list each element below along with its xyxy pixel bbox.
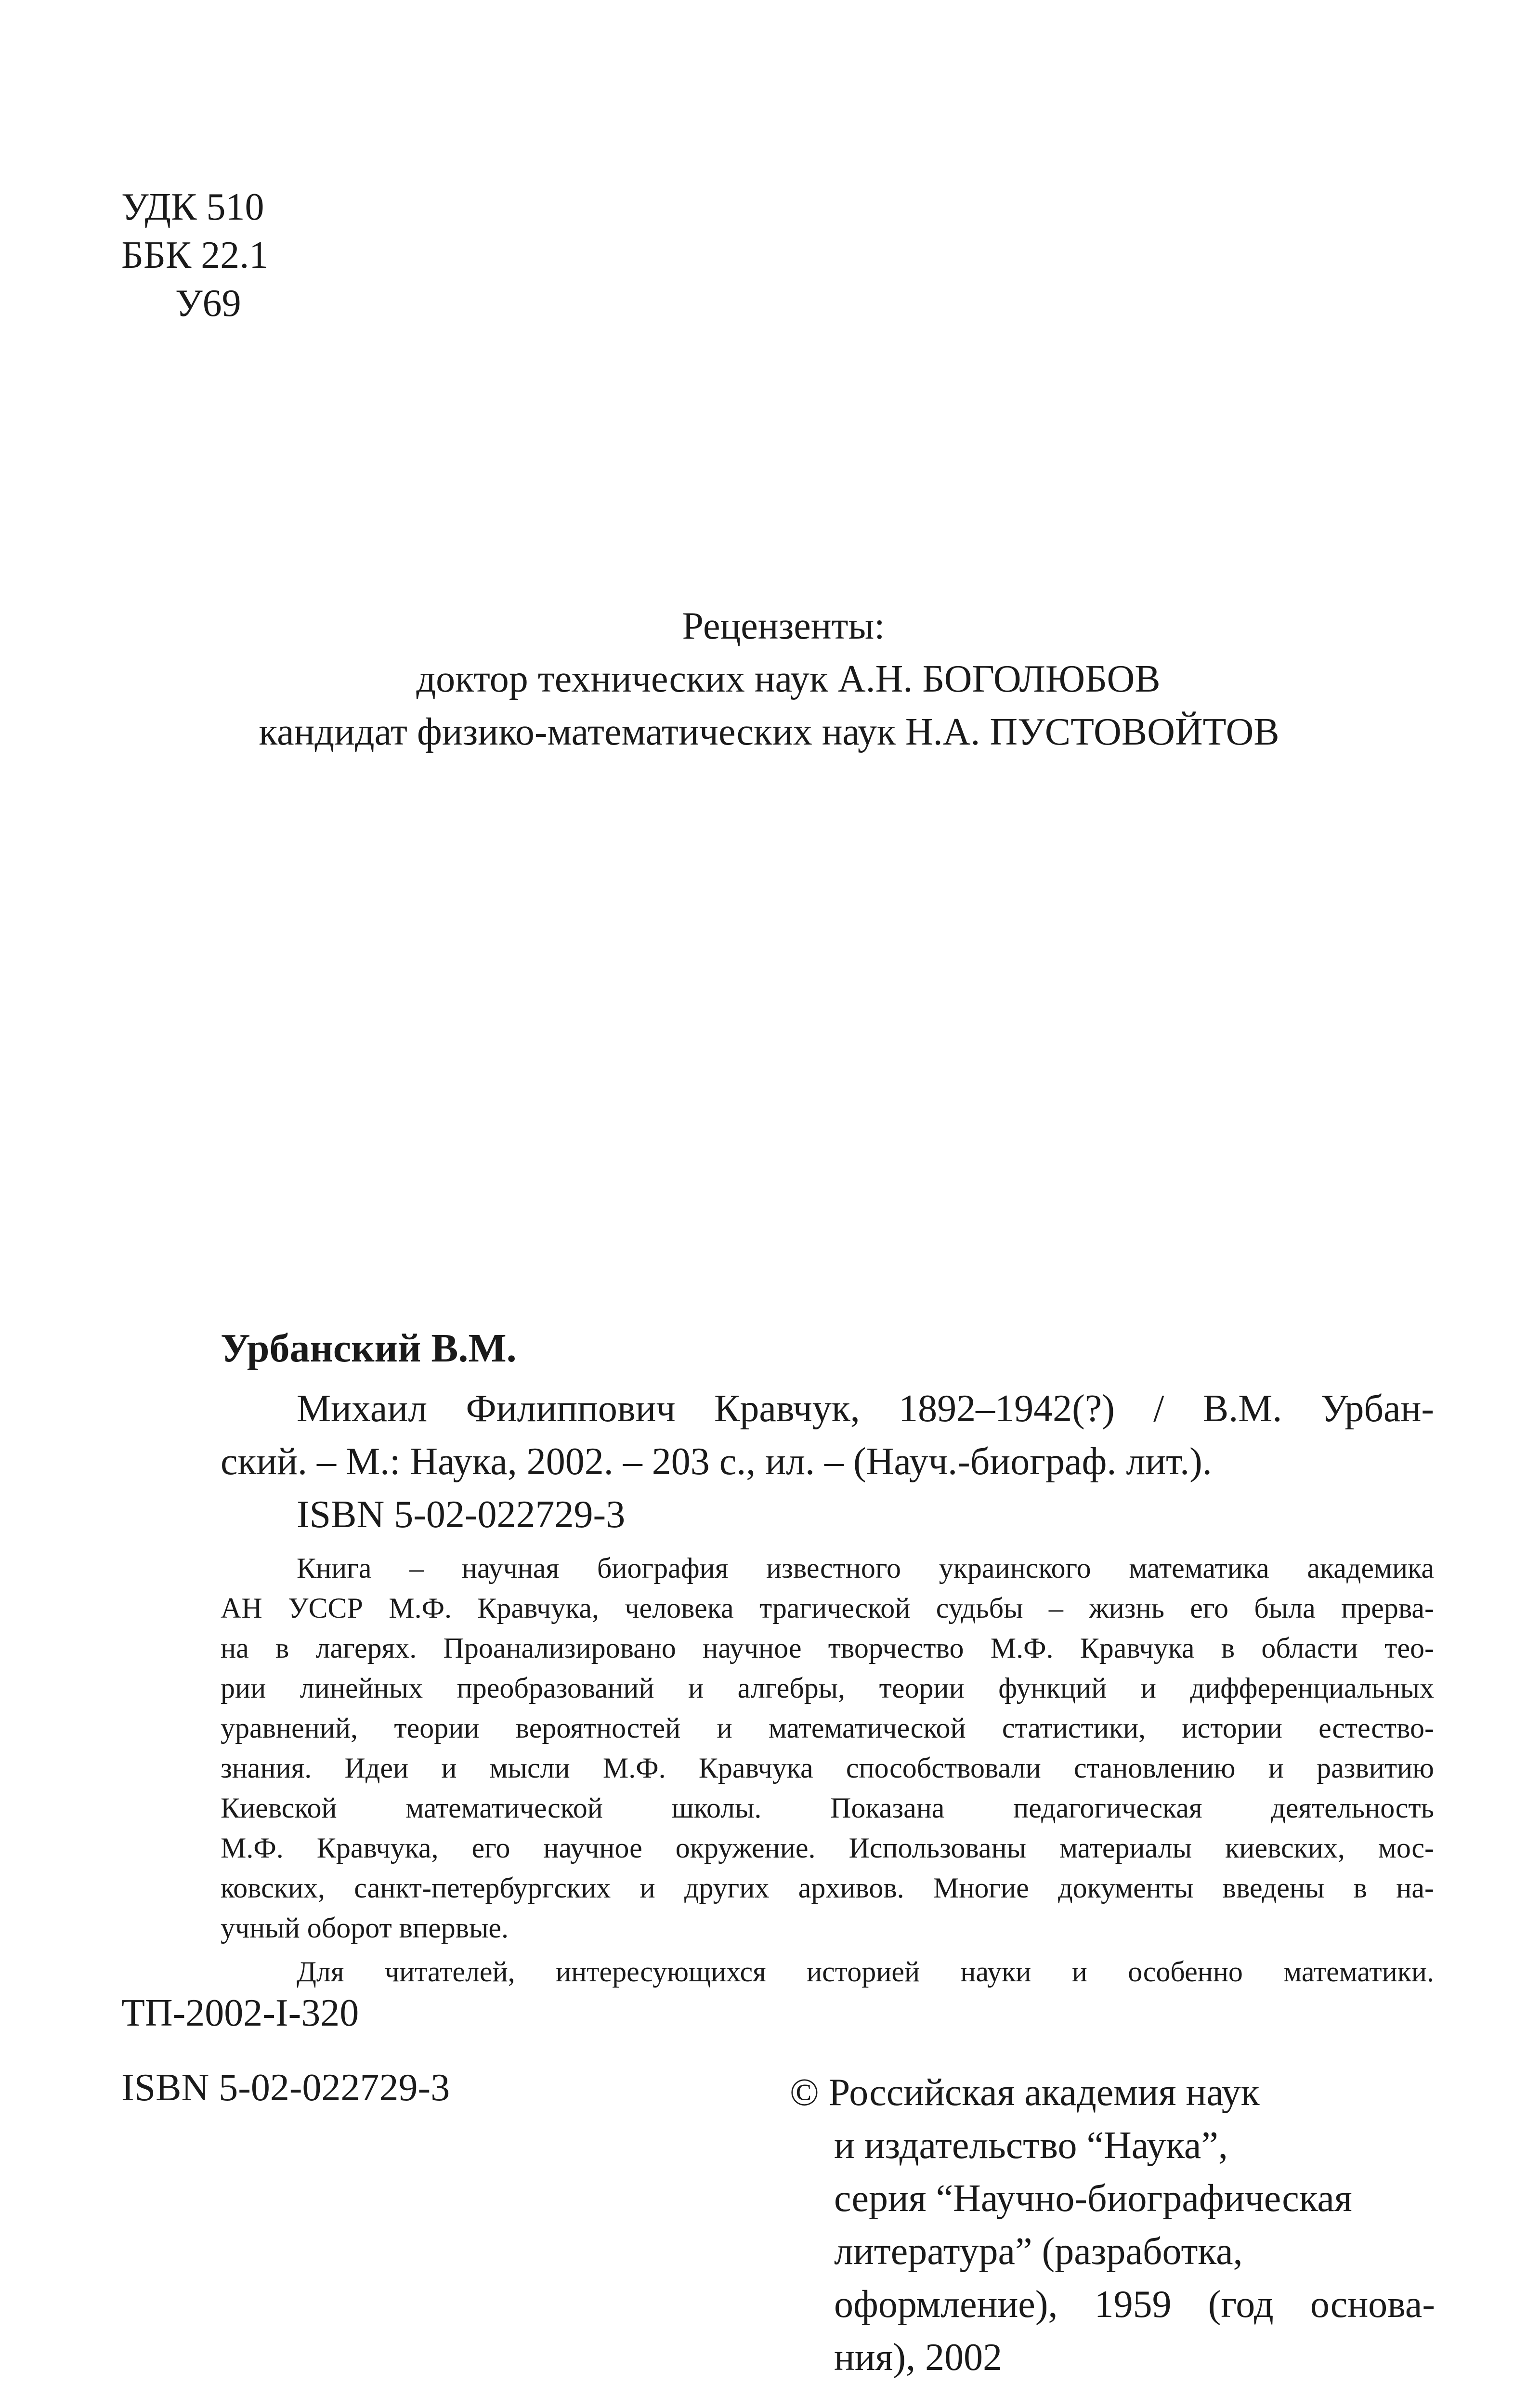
classification-block (121, 183, 268, 327)
abstract-line: М.Ф. Кравчука, его научное окружение. Использованы материалы киевских, мос- (221, 1832, 1434, 1864)
abstract-block (221, 1548, 1434, 1992)
copyright-line: ния), 2002 (834, 2336, 1003, 2379)
abstract-line: ковских, санкт-петербургских и других архивов. Многие документы введены в на- (221, 1872, 1434, 1904)
abstract-line: на в лагерях. Проанализировано научное творчество М.Ф. Кравчука в области тео- (221, 1632, 1434, 1664)
reviewer-2: кандидат физико-математических наук Н.А. ПУСТОВОЙТОВ (259, 711, 1279, 753)
abstract-line: уравнений, теории вероятностей и математической статистики, истории естество- (221, 1712, 1434, 1744)
footer-isbn: ISBN 5-02-022729-3 (121, 2067, 450, 2109)
readership-note: Для читателей, интересующихся историей науки и особенно математики. (297, 1956, 1434, 1988)
abstract-line: знания. Идеи и мысли М.Ф. Кравчука способствовали становлению и развитию (221, 1752, 1434, 1784)
bbk-code: ББК 22.1 (121, 234, 269, 276)
reviewers-heading: Рецензенты: (682, 605, 885, 647)
copyright-line: © Российская академия наук (790, 2071, 1260, 2114)
abstract-line: Книга – научная биография известного украинского математика академика (297, 1552, 1434, 1584)
copyright-line: оформление), 1959 (год основа- (834, 2283, 1435, 2326)
copyright-line: серия “Научно-биографическая (834, 2177, 1352, 2220)
abstract-line: учный оборот впервые. (221, 1912, 509, 1944)
abstract-line: АН УССР М.Ф. Кравчука, человека трагической судьбы – жизнь его была прерва- (221, 1592, 1434, 1624)
abstract-line: рии линейных преобразований и алгебры, теории функций и дифференциальных (221, 1672, 1434, 1704)
copyright-block (790, 2066, 1435, 2384)
record-title-line: Михаил Филиппович Кравчук, 1892–1942(?) / В.М. Урбан- (297, 1387, 1434, 1430)
udk-code: УДК 510 (121, 186, 264, 228)
record-isbn: ISBN 5-02-022729-3 (297, 1493, 626, 1536)
record-author: Урбанский В.М. (221, 1326, 517, 1371)
reviewers-block (0, 600, 1514, 759)
reviewer-1: доктор технических наук А.Н. БОГОЛЮБОВ (416, 658, 1161, 700)
author-mark: У69 (175, 282, 241, 325)
abstract-line: Киевской математической школы. Показана педагогическая деятельность (221, 1792, 1434, 1824)
copyright-line: литература” (разработка, (834, 2230, 1243, 2273)
copyright-line: и издательство “Наука”, (834, 2124, 1228, 2167)
bibliographic-record (221, 1382, 1434, 1541)
tp-code: ТП-2002-I-320 (121, 1992, 359, 2034)
record-imprint-line: ский. – М.: Наука, 2002. – 203 с., ил. – (Науч.-биограф. лит.). (221, 1440, 1212, 1483)
